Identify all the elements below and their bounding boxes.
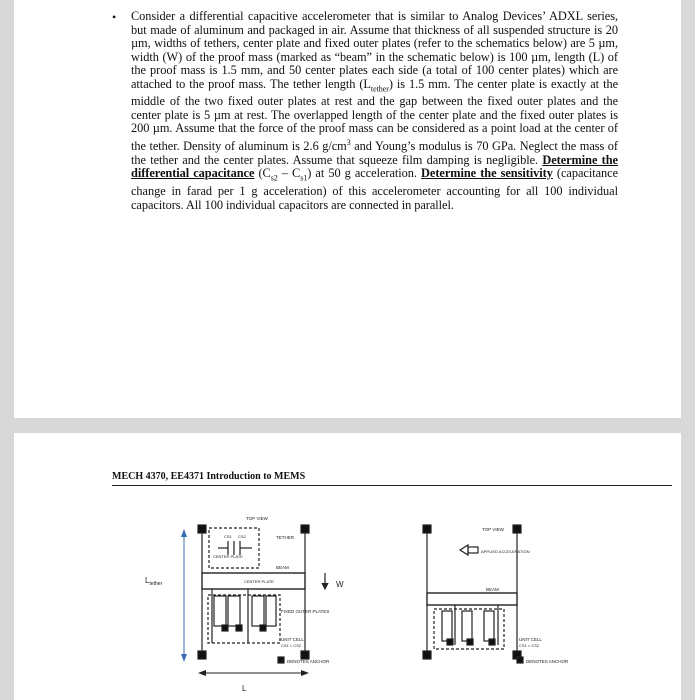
- tether-subscript: tether: [370, 83, 389, 93]
- fixed-outer-3: [252, 596, 264, 626]
- formula-c: ) at 50 g acceleration.: [307, 166, 422, 181]
- anchor-top-right: [301, 525, 309, 533]
- problem-statement: [131, 10, 618, 212]
- accel-arrow-body: [468, 547, 478, 553]
- s2-subscript: s2: [270, 173, 278, 183]
- fixed-outer-1: [214, 596, 226, 626]
- center-plate-label: CENTER PLATE: [213, 554, 243, 559]
- beam-label: BEAM: [276, 565, 289, 570]
- applied-accel-label: APPLIED ACCELERATION: [481, 549, 530, 554]
- r-denotes-anchor-label: DENOTES ANCHOR: [526, 659, 569, 664]
- fixed-outer-label: FIXED OUTER PLATES: [281, 609, 330, 614]
- l-tether-arrow-top: [181, 529, 187, 537]
- unit-cell-sub-label: CS1 = CS2: [281, 643, 302, 648]
- l-arrow-right: [301, 670, 309, 676]
- r-unit-cell-sub-label: CS1 < CS2: [519, 643, 540, 648]
- problem-mid: ) is 1.5 mm. The center plate is exactly at the middle of the two fixed outer plates at rest and the gap between the fixed outer plates and the center plate is 5 µm at rest. The overlapped length of the center plate and the fixed outer plates is 200 µm. Assume that the force of the proof mass can be considered as a point load at the center of the tether. Density of aluminum is 2.6 g/cm: [131, 76, 618, 154]
- l-arrow-left: [198, 670, 206, 676]
- right-top-view-label: TOP VIEW: [482, 527, 504, 532]
- anchor-fixed-2: [236, 625, 242, 631]
- determine-sensitivity: Determine the sensitivity: [421, 166, 553, 181]
- problem-intro: Consider a differential capacitive accelerometer that is similar to Analog Devices’ ADXL series, but made of aluminum and packaged in air. Assume that thickness of all suspended structure is 20 µm, widths of tethers, center plate and fixed outer plates (refer to the schematics below) are 5 µm, width (W) of the proof mass (marked as “beam” in the schematic below) is 100 µm, length (L) of the proof mass is 1.5 mm, and 50 center plates each side (a total of 100 center plates) which are attached to the proof mass. The tether length (L: [131, 9, 618, 91]
- l-tether-arrow-bottom: [181, 654, 187, 662]
- unit-cell-dashed-bottom: [208, 595, 280, 643]
- s1-subscript: s1: [300, 173, 308, 183]
- anchor-bottom-right: [301, 651, 309, 659]
- anchor-bottom-left: [198, 651, 206, 659]
- tether-label: TETHER: [276, 535, 294, 540]
- r-fixed-outer-3: [484, 611, 494, 641]
- r-fixed-outer-1: [442, 611, 452, 641]
- cube-superscript: 3: [346, 137, 351, 147]
- anchor-top-left: [198, 525, 206, 533]
- left-schematic: [145, 516, 344, 693]
- bullet: •: [112, 10, 117, 24]
- r-unit-cell-label: UNIT CELL: [519, 637, 542, 642]
- center-plate-label-2: CENTER PLATE: [244, 579, 274, 584]
- determine-capacitance: Determine the differential capacitance: [131, 152, 618, 181]
- formula-a: (C: [254, 166, 271, 181]
- fixed-outer-2: [228, 596, 240, 626]
- w-label: W: [336, 580, 344, 589]
- unit-cell-label: UNIT CELL: [281, 637, 304, 642]
- r-anchor-top-left: [423, 525, 431, 533]
- l-label: L: [242, 684, 247, 693]
- r-anchor-top-right: [513, 525, 521, 533]
- problem-end: (capacitance change in farad per 1 g acceleration) of this accelerometer accounting for all 100 individual capacitors. All 100 individual capacitors are connected in parallel.: [131, 166, 619, 212]
- page-1: [14, 0, 681, 418]
- problem-mid2: and Young’s modulus is 70 GPa. Neglect the mass of the tether and the center plates. Assume that squeeze film damping is negligible.: [131, 139, 618, 167]
- page-2: [14, 433, 681, 700]
- legend-anchor-box: [278, 657, 284, 663]
- schematic-figure: [14, 433, 681, 700]
- r-anchor-bottom-left: [423, 651, 431, 659]
- cs1-label: CS1: [224, 534, 232, 539]
- formula-b: – C: [277, 166, 301, 181]
- cs2-label: CS2: [238, 534, 246, 539]
- r-anchor-fixed-1: [447, 639, 453, 645]
- r-proof-mass-beam: [427, 593, 517, 605]
- denotes-anchor-label: DENOTES ANCHOR: [287, 659, 330, 664]
- l-tether-label: $L_{tether}$: [145, 576, 163, 587]
- anchor-fixed-1: [222, 625, 228, 631]
- left-top-view-label: TOP VIEW: [246, 516, 268, 521]
- right-schematic: [423, 525, 569, 664]
- r-anchor-fixed-3: [489, 639, 495, 645]
- course-header: MECH 4370, EE4371 Introduction to MEMS: [112, 471, 306, 482]
- accel-arrow-head: [460, 545, 468, 555]
- r-fixed-outer-2: [462, 611, 472, 641]
- r-anchor-fixed-2: [467, 639, 473, 645]
- r-legend-anchor-box: [517, 657, 523, 663]
- anchor-fixed-3: [260, 625, 266, 631]
- fixed-outer-4: [266, 596, 276, 626]
- r-beam-label: BEAM: [486, 587, 499, 592]
